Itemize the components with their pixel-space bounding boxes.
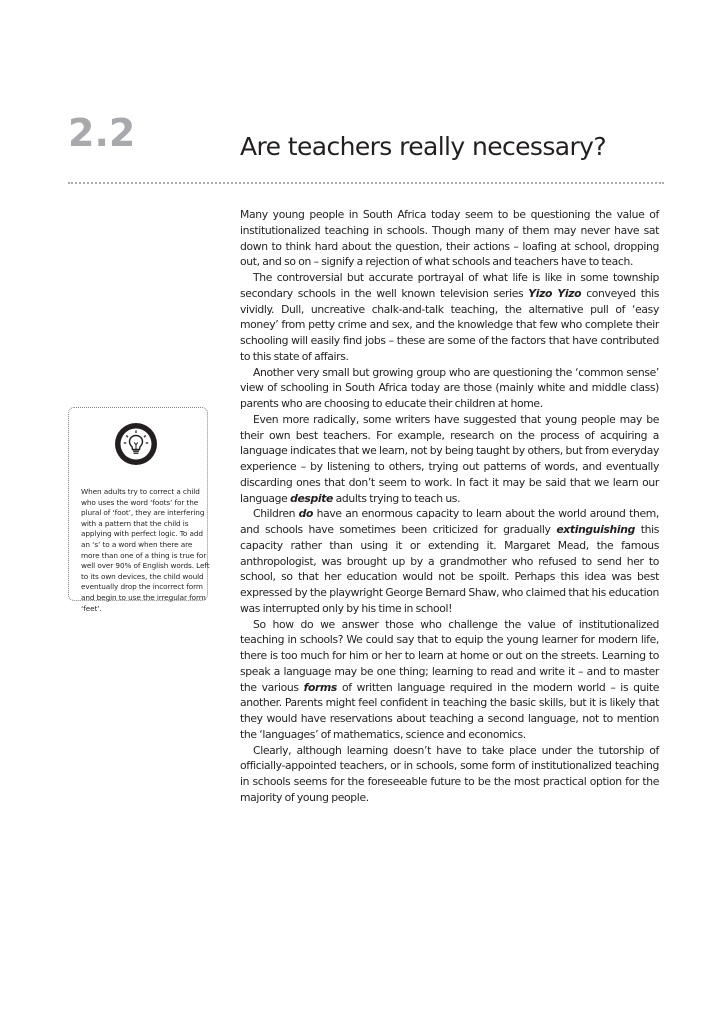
- paragraph: Another very small but growing group who are questioning the ‘common sense’ view of schooling in South Africa today are those (mainly white and middle class) parents who are choosing to educate their children at home.: [240, 365, 659, 410]
- emphasis-text: extinguishing: [556, 523, 635, 536]
- paragraph: Many young people in South Africa today seem to be questioning the value of institutionalized teaching in schools. Though many of them may never have sat down to think hard about the question, their actions – loafing at school, dropping out, and so on – signify a rejection of what schools and teachers have to teach.: [240, 208, 659, 269]
- paragraph-text: Children: [253, 507, 299, 521]
- paragraph-text: have an enormous capacity to learn about the world around them, and schools have sometimes been criticized for gradually: [240, 507, 659, 536]
- section-number: 2.2: [68, 111, 136, 155]
- paragraph-text: So how do we answer those who challenge the value of institutionalized teaching in schools? We could say that to equip the young learner for modern life, there is too much for him or her to learn at home or out on the streets. Learning to speak a language may be one thing; learning to read and write it – and to master the various: [240, 617, 659, 694]
- emphasis-text: forms: [303, 680, 338, 694]
- emphasis-text: despite: [290, 491, 334, 505]
- lightbulb-icon: [114, 422, 158, 466]
- paragraph-text: The controversial but accurate portrayal of what life is like in some township secondary schools in the well known television series: [240, 271, 659, 300]
- paragraph-text: of written language required in the modern world – is quite another. Parents might feel confident in teaching the basic skills, but it is likely that they would have reservations about teaching a second language, not to mention the ‘languages’ of mathematics, science and economics.: [240, 680, 660, 741]
- dotted-divider: [68, 182, 664, 184]
- emphasis-text: Yizo Yizo: [528, 286, 582, 300]
- paragraph: [240, 617, 659, 743]
- sidebar-box: [68, 407, 210, 613]
- paragraph-text: adults trying to teach us.: [333, 491, 461, 505]
- paragraph-text: Even more radically, some writers have suggested that young people may be their own best teachers. For example, research on the process of acquiring a language indicates that we learn, not by being taught by others, but from everyday experience – by listening to others, trying out patterns of words, and eventually discarding ones that don’t seem to work. In fact it may be said that we learn our language: [240, 412, 659, 505]
- body-text: [240, 207, 659, 806]
- paragraph-text: this capacity rather than using it or extending it. Margaret Mead, the famous anthropologist, was brought up by a grandmother who refused to send her to school, so that her education would not be spoilt. Perhaps this idea was best expressed by the playwright George Bernard Shaw, who claimed that his education was interrupted only by his time in school!: [240, 523, 660, 615]
- paragraph-text: conveyed this vividly. Dull, uncreative chalk-and-talk teaching, the alternative pull of ‘easy money’ from petty crime and sex, and the knowledge that few who complete their schooling will easily find jobs – these are some of the factors that have contributed to this state of affairs.: [240, 286, 659, 363]
- paragraph: [240, 412, 659, 507]
- section-title: Are teachers really necessary?: [240, 132, 607, 161]
- sidebar-text: When adults try to correct a child who uses the word ‘foots’ for the plural of ‘foot’, they are interfering with a pattern that the child is applying with perfect logic. To add an ‘s’ to a word when there are more than one of a thing is true for well over 90% of English words. Left to its own devices, the child would eventually drop the incorrect form and begin to use the irregular form ‘feet’.: [81, 487, 210, 613]
- paragraph: [240, 506, 659, 616]
- emphasis-text: do: [298, 507, 314, 521]
- paragraph: Clearly, although learning doesn’t have to take place under the tutorship of officially-appointed teachers, or in schools, some form of institutionalized teaching in schools seems for the foreseeable future to be the most practical option for the majority of young people.: [240, 743, 659, 804]
- paragraph: [240, 270, 659, 365]
